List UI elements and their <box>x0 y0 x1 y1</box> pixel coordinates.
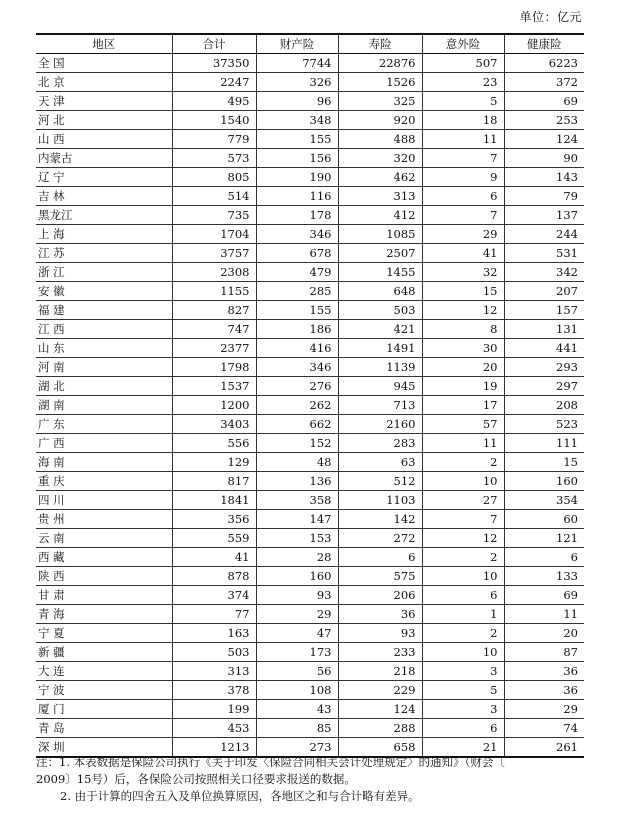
value-cell: 32 <box>422 263 504 282</box>
value-cell: 116 <box>256 187 338 206</box>
value-cell: 6 <box>504 548 584 567</box>
value-cell: 441 <box>504 339 584 358</box>
table-row <box>36 282 584 301</box>
value-cell: 2 <box>422 548 504 567</box>
value-cell: 15 <box>504 453 584 472</box>
value-cell: 283 <box>338 434 422 453</box>
value-cell: 208 <box>504 396 584 415</box>
value-cell: 111 <box>504 434 584 453</box>
table-row <box>36 491 584 510</box>
value-cell: 12 <box>422 529 504 548</box>
value-cell: 11 <box>422 434 504 453</box>
value-cell: 293 <box>504 358 584 377</box>
value-cell: 178 <box>256 206 338 225</box>
value-cell: 805 <box>172 168 256 187</box>
value-cell: 244 <box>504 225 584 244</box>
value-cell: 503 <box>172 643 256 662</box>
table-row <box>36 149 584 168</box>
value-cell: 37350 <box>172 54 256 73</box>
note-line-3: 2. 由于计算的四舍五入及单位换算原因，各地区之和与合计略有差异。 <box>60 789 420 803</box>
region-cell: 浙 江 <box>36 263 172 282</box>
value-cell: 93 <box>256 586 338 605</box>
column-header: 财产险 <box>256 34 338 54</box>
value-cell: 6223 <box>504 54 584 73</box>
region-cell: 福 建 <box>36 301 172 320</box>
region-cell: 江 苏 <box>36 244 172 263</box>
note-line-2: 2009〕15号）后，各保险公司按照相关口径要求报送的数据。 <box>36 772 356 786</box>
value-cell: 3 <box>422 700 504 719</box>
table-row <box>36 548 584 567</box>
value-cell: 559 <box>172 529 256 548</box>
table-row <box>36 719 584 738</box>
value-cell: 2 <box>422 624 504 643</box>
value-cell: 74 <box>504 719 584 738</box>
value-cell: 207 <box>504 282 584 301</box>
value-cell: 678 <box>256 244 338 263</box>
value-cell: 160 <box>504 472 584 491</box>
region-cell: 新 疆 <box>36 643 172 662</box>
table-row <box>36 434 584 453</box>
region-cell: 辽 宁 <box>36 168 172 187</box>
value-cell: 124 <box>338 700 422 719</box>
value-cell: 7 <box>422 149 504 168</box>
value-cell: 229 <box>338 681 422 700</box>
value-cell: 57 <box>422 415 504 434</box>
value-cell: 3757 <box>172 244 256 263</box>
value-cell: 313 <box>338 187 422 206</box>
value-cell: 206 <box>338 586 422 605</box>
value-cell: 121 <box>504 529 584 548</box>
value-cell: 199 <box>172 700 256 719</box>
value-cell: 19 <box>422 377 504 396</box>
region-cell: 山 西 <box>36 130 172 149</box>
region-cell: 大 连 <box>36 662 172 681</box>
table-row <box>36 643 584 662</box>
value-cell: 153 <box>256 529 338 548</box>
value-cell: 29 <box>504 700 584 719</box>
value-cell: 7 <box>422 510 504 529</box>
table-row <box>36 453 584 472</box>
value-cell: 262 <box>256 396 338 415</box>
value-cell: 173 <box>256 643 338 662</box>
table-row <box>36 586 584 605</box>
value-cell: 36 <box>504 662 584 681</box>
value-cell: 136 <box>256 472 338 491</box>
value-cell: 1155 <box>172 282 256 301</box>
value-cell: 152 <box>256 434 338 453</box>
column-header: 寿险 <box>338 34 422 54</box>
value-cell: 6 <box>422 719 504 738</box>
region-cell: 全 国 <box>36 54 172 73</box>
table-row <box>36 396 584 415</box>
value-cell: 297 <box>504 377 584 396</box>
insurance-premium-table <box>36 33 584 758</box>
value-cell: 479 <box>256 263 338 282</box>
value-cell: 648 <box>338 282 422 301</box>
value-cell: 945 <box>338 377 422 396</box>
region-cell: 海 南 <box>36 453 172 472</box>
value-cell: 531 <box>504 244 584 263</box>
value-cell: 22876 <box>338 54 422 73</box>
value-cell: 573 <box>172 149 256 168</box>
value-cell: 163 <box>172 624 256 643</box>
value-cell: 129 <box>172 453 256 472</box>
value-cell: 11 <box>504 605 584 624</box>
value-cell: 20 <box>422 358 504 377</box>
region-cell: 云 南 <box>36 529 172 548</box>
value-cell: 77 <box>172 605 256 624</box>
table-row <box>36 472 584 491</box>
table-row <box>36 339 584 358</box>
value-cell: 372 <box>504 73 584 92</box>
value-cell: 378 <box>172 681 256 700</box>
region-cell: 青 海 <box>36 605 172 624</box>
value-cell: 735 <box>172 206 256 225</box>
table-row <box>36 206 584 225</box>
value-cell: 2160 <box>338 415 422 434</box>
table-row <box>36 320 584 339</box>
value-cell: 462 <box>338 168 422 187</box>
value-cell: 142 <box>338 510 422 529</box>
value-cell: 137 <box>504 206 584 225</box>
value-cell: 503 <box>338 301 422 320</box>
value-cell: 41 <box>172 548 256 567</box>
value-cell: 131 <box>504 320 584 339</box>
value-cell: 48 <box>256 453 338 472</box>
value-cell: 5 <box>422 681 504 700</box>
table-row <box>36 168 584 187</box>
value-cell: 1537 <box>172 377 256 396</box>
table-notes <box>36 754 584 805</box>
value-cell: 12 <box>422 301 504 320</box>
value-cell: 21 <box>422 738 504 758</box>
value-cell: 8 <box>422 320 504 339</box>
table-body <box>36 54 584 758</box>
value-cell: 29 <box>256 605 338 624</box>
value-cell: 160 <box>256 567 338 586</box>
value-cell: 1526 <box>338 73 422 92</box>
value-cell: 2377 <box>172 339 256 358</box>
value-cell: 36 <box>338 605 422 624</box>
value-cell: 96 <box>256 92 338 111</box>
value-cell: 1085 <box>338 225 422 244</box>
table-row <box>36 263 584 282</box>
value-cell: 186 <box>256 320 338 339</box>
table-header <box>36 34 584 54</box>
value-cell: 374 <box>172 586 256 605</box>
value-cell: 272 <box>338 529 422 548</box>
value-cell: 416 <box>256 339 338 358</box>
column-header: 地区 <box>36 34 172 54</box>
value-cell: 155 <box>256 301 338 320</box>
value-cell: 1798 <box>172 358 256 377</box>
table-row <box>36 700 584 719</box>
value-cell: 6 <box>422 586 504 605</box>
value-cell: 920 <box>338 111 422 130</box>
column-header: 健康险 <box>504 34 584 54</box>
value-cell: 507 <box>422 54 504 73</box>
region-cell: 青 岛 <box>36 719 172 738</box>
note-line-1: 注：1. 本表数据是保险公司执行《关于印发〈保险合同相关会计处理规定〉的通知》（财会〔 <box>36 755 505 769</box>
value-cell: 69 <box>504 92 584 111</box>
value-cell: 878 <box>172 567 256 586</box>
value-cell: 356 <box>172 510 256 529</box>
value-cell: 60 <box>504 510 584 529</box>
value-cell: 10 <box>422 472 504 491</box>
value-cell: 253 <box>504 111 584 130</box>
value-cell: 10 <box>422 567 504 586</box>
region-cell: 广 东 <box>36 415 172 434</box>
table-row <box>36 662 584 681</box>
value-cell: 28 <box>256 548 338 567</box>
value-cell: 29 <box>422 225 504 244</box>
region-cell: 深 圳 <box>36 738 172 758</box>
value-cell: 346 <box>256 225 338 244</box>
table-row <box>36 567 584 586</box>
value-cell: 233 <box>338 643 422 662</box>
region-cell: 重 庆 <box>36 472 172 491</box>
value-cell: 2507 <box>338 244 422 263</box>
value-cell: 23 <box>422 73 504 92</box>
region-cell: 四 川 <box>36 491 172 510</box>
value-cell: 1200 <box>172 396 256 415</box>
table-row <box>36 415 584 434</box>
region-cell: 陕 西 <box>36 567 172 586</box>
value-cell: 155 <box>256 130 338 149</box>
value-cell: 6 <box>338 548 422 567</box>
value-cell: 143 <box>504 168 584 187</box>
value-cell: 56 <box>256 662 338 681</box>
region-cell: 吉 林 <box>36 187 172 206</box>
value-cell: 273 <box>256 738 338 758</box>
table-row <box>36 358 584 377</box>
region-cell: 上 海 <box>36 225 172 244</box>
value-cell: 320 <box>338 149 422 168</box>
column-header: 合计 <box>172 34 256 54</box>
region-cell: 贵 州 <box>36 510 172 529</box>
value-cell: 747 <box>172 320 256 339</box>
region-cell: 甘 肃 <box>36 586 172 605</box>
region-cell: 宁 波 <box>36 681 172 700</box>
value-cell: 190 <box>256 168 338 187</box>
table-row <box>36 54 584 73</box>
region-cell: 安 徽 <box>36 282 172 301</box>
column-header: 意外险 <box>422 34 504 54</box>
value-cell: 2 <box>422 453 504 472</box>
value-cell: 1 <box>422 605 504 624</box>
value-cell: 495 <box>172 92 256 111</box>
value-cell: 288 <box>338 719 422 738</box>
value-cell: 1213 <box>172 738 256 758</box>
value-cell: 313 <box>172 662 256 681</box>
value-cell: 218 <box>338 662 422 681</box>
value-cell: 512 <box>338 472 422 491</box>
value-cell: 325 <box>338 92 422 111</box>
value-cell: 662 <box>256 415 338 434</box>
value-cell: 15 <box>422 282 504 301</box>
value-cell: 1491 <box>338 339 422 358</box>
value-cell: 354 <box>504 491 584 510</box>
value-cell: 124 <box>504 130 584 149</box>
table-row <box>36 225 584 244</box>
value-cell: 17 <box>422 396 504 415</box>
value-cell: 421 <box>338 320 422 339</box>
table-row <box>36 130 584 149</box>
value-cell: 90 <box>504 149 584 168</box>
region-cell: 山 东 <box>36 339 172 358</box>
value-cell: 6 <box>422 187 504 206</box>
value-cell: 3 <box>422 662 504 681</box>
region-cell: 厦 门 <box>36 700 172 719</box>
value-cell: 47 <box>256 624 338 643</box>
table-row <box>36 624 584 643</box>
region-cell: 河 北 <box>36 111 172 130</box>
value-cell: 514 <box>172 187 256 206</box>
value-cell: 817 <box>172 472 256 491</box>
value-cell: 7744 <box>256 54 338 73</box>
value-cell: 346 <box>256 358 338 377</box>
value-cell: 30 <box>422 339 504 358</box>
value-cell: 827 <box>172 301 256 320</box>
value-cell: 20 <box>504 624 584 643</box>
table-row <box>36 111 584 130</box>
value-cell: 147 <box>256 510 338 529</box>
region-cell: 北 京 <box>36 73 172 92</box>
value-cell: 2308 <box>172 263 256 282</box>
value-cell: 27 <box>422 491 504 510</box>
value-cell: 85 <box>256 719 338 738</box>
value-cell: 133 <box>504 567 584 586</box>
value-cell: 41 <box>422 244 504 263</box>
value-cell: 1455 <box>338 263 422 282</box>
region-cell: 天 津 <box>36 92 172 111</box>
value-cell: 1540 <box>172 111 256 130</box>
value-cell: 276 <box>256 377 338 396</box>
value-cell: 87 <box>504 643 584 662</box>
region-cell: 江 西 <box>36 320 172 339</box>
table-row <box>36 681 584 700</box>
value-cell: 342 <box>504 263 584 282</box>
value-cell: 412 <box>338 206 422 225</box>
region-cell: 湖 北 <box>36 377 172 396</box>
value-cell: 3403 <box>172 415 256 434</box>
value-cell: 36 <box>504 681 584 700</box>
value-cell: 11 <box>422 130 504 149</box>
value-cell: 7 <box>422 206 504 225</box>
region-cell: 宁 夏 <box>36 624 172 643</box>
value-cell: 1704 <box>172 225 256 244</box>
value-cell: 18 <box>422 111 504 130</box>
unit-label: 单位：亿元 <box>519 10 582 24</box>
value-cell: 285 <box>256 282 338 301</box>
table-row <box>36 510 584 529</box>
value-cell: 5 <box>422 92 504 111</box>
table-row <box>36 244 584 263</box>
value-cell: 779 <box>172 130 256 149</box>
value-cell: 358 <box>256 491 338 510</box>
value-cell: 1841 <box>172 491 256 510</box>
table-row <box>36 301 584 320</box>
value-cell: 10 <box>422 643 504 662</box>
table-row <box>36 187 584 206</box>
value-cell: 2247 <box>172 73 256 92</box>
table-row <box>36 529 584 548</box>
value-cell: 556 <box>172 434 256 453</box>
region-cell: 西 藏 <box>36 548 172 567</box>
value-cell: 488 <box>338 130 422 149</box>
value-cell: 713 <box>338 396 422 415</box>
value-cell: 79 <box>504 187 584 206</box>
value-cell: 43 <box>256 700 338 719</box>
value-cell: 69 <box>504 586 584 605</box>
value-cell: 9 <box>422 168 504 187</box>
table-row <box>36 377 584 396</box>
value-cell: 156 <box>256 149 338 168</box>
region-cell: 广 西 <box>36 434 172 453</box>
table-row <box>36 73 584 92</box>
value-cell: 93 <box>338 624 422 643</box>
value-cell: 326 <box>256 73 338 92</box>
value-cell: 157 <box>504 301 584 320</box>
table-row <box>36 605 584 624</box>
value-cell: 658 <box>338 738 422 758</box>
value-cell: 1103 <box>338 491 422 510</box>
region-cell: 河 南 <box>36 358 172 377</box>
value-cell: 261 <box>504 738 584 758</box>
region-cell: 湖 南 <box>36 396 172 415</box>
value-cell: 108 <box>256 681 338 700</box>
value-cell: 575 <box>338 567 422 586</box>
region-cell: 黑龙江 <box>36 206 172 225</box>
value-cell: 523 <box>504 415 584 434</box>
value-cell: 348 <box>256 111 338 130</box>
region-cell: 内蒙古 <box>36 149 172 168</box>
value-cell: 63 <box>338 453 422 472</box>
header-row <box>36 34 584 54</box>
value-cell: 453 <box>172 719 256 738</box>
value-cell: 1139 <box>338 358 422 377</box>
table-row <box>36 92 584 111</box>
